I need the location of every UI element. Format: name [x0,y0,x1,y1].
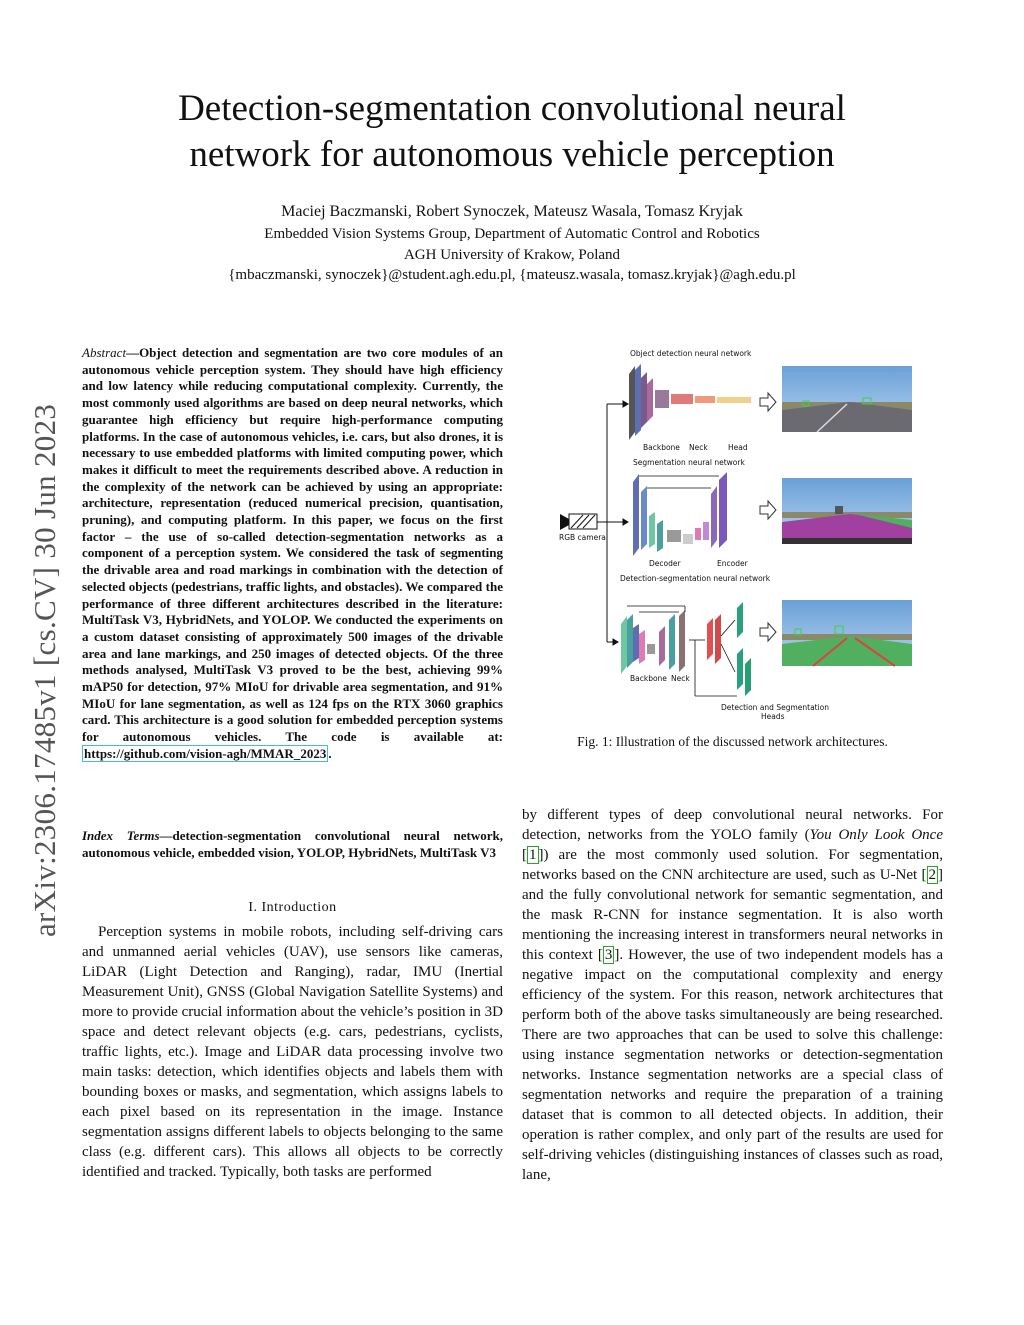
fig-label-neck-2: Neck [671,674,690,683]
fig-label-segmentation: Segmentation neural network [633,458,745,467]
segmentation-network-blocks [633,472,727,556]
citation-3[interactable]: 3 [604,947,613,963]
fig-label-heads-line1: Detection and Segmentation [721,703,830,712]
fig-label-backbone: Backbone [643,443,680,452]
index-terms-text: —detection-segmentation convolutional neural network, autonomous vehicle, embedded vision, YOLOP, HybridNets, MultiTask V3 [82,828,503,860]
fig-label-object-detection: Object detection neural network [630,349,752,358]
affiliation-1: Embedded Vision Systems Group, Department of Automatic Control and Robotics [264,226,760,242]
right-text-4: . However, the use of two independent models has a negative impact on the computational complexity and energy efficiency of the system. For this reason, network architectures that perform both of the above tasks simultaneously are being researched. There are two approaches that can be used to solve this challenge: using instance segmentation networks or detection-segmentation networks. Instance segmentation networks are a special class of segmentation networks and require the preparation of a training dataset that is common to all detected objects. In addition, their operation is rather complex, and only part of the results are used for self-driving vehicles (distinguishing instances of classes such as road, lane, [522,947,943,1183]
fig-label-encoder: Encoder [717,559,748,568]
segmentation-output-image [782,478,912,544]
index-terms-label: Index Terms [82,828,160,843]
index-terms [82,828,503,861]
abstract-text: —Object detection and segmentation are two core modules of an autonomous vehicle perception system. They should have high efficiency and low latency while reducing computational complexity. Currently, the most commonly used algorithms are based on deep neural networks, which guarantee high efficiency but require high-performance computing platforms. In the case of autonomous vehicles, i.e. cars, but also drones, it is necessary to use embedded platforms with limited computing power, which makes it difficult to meet the requirements described above. A reduction in the complexity of the network can be achieved by using an appropriate: architecture, representation (reduced numerical precision, quantisation, pruning), and computing platform. In this paper, we focus on the first factor – the use of so-called detection-segmentation networks as a component of a perception system. We considered the task of segmenting the drivable area and road markings in combination with the detection of selected objects (pedestrians, traffic lights, and obstacles). We compared the performance of three different architectures described in the literature: MultiTask V3, HybridNets, and YOLOP. We conducted the experiments on a custom dataset consisting of approximately 500 images of the drivable area and lane markings, and 250 images of detected objects. Of the three methods analysed, MultiTask V3 proved to be the best, achieving 99% mAP50 for detection, 97% MIoU for drivable area segmentation, and 91% MIoU for lane segmentation, as well as 124 fps on the RTX 3060 graphics card. This architecture is a good solution for embedded perception systems for autonomous vehicles. The code is available at: [82,345,503,745]
output-arrows [760,393,776,641]
citation-2[interactable]: 2 [928,867,936,883]
arxiv-identifier: arXiv:2306.17485v1 [cs.CV] 30 Jun 2023 [27,403,62,937]
title-line-1: Detection-segmentation convolutional neural [178,88,846,129]
abstract [82,345,503,763]
fig-label-head: Head [728,443,748,452]
rgb-camera-icon [560,514,597,530]
right-text-1: by different types of deep convolutional neural networks. For detection, networks from the YOLO family ( [522,807,943,843]
fig-label-rgb-camera: RGB camera [559,533,606,542]
abstract-label: Abstract [82,345,127,360]
fig-label-det-seg: Detection-segmentation neural network [620,574,771,583]
emails: {mbaczmanski, synoczek}@student.agh.edu.pl, {mateusz.wasala, tomasz.kryjak}@agh.edu.pl [228,267,796,283]
citation-1[interactable]: 1 [529,847,537,863]
right-text-3: and the fully convolutional network for semantic segmentation, and the mask R-CNN for instance segmentation. It is also worth mentioning the increasing interest in transformers neural networks in this context [522,887,943,963]
fig-label-backbone-2: Backbone [630,674,667,683]
figure-caption: Fig. 1: Illustration of the discussed network architectures. [577,734,888,749]
title-line-2: network for autonomous vehicle perception [189,134,835,175]
detection-network-blocks [629,364,751,440]
detection-output-image [782,366,912,432]
det-seg-output-image [782,600,912,666]
fig-label-decoder: Decoder [649,559,681,568]
fig-label-heads-line2: Heads [761,712,785,721]
camera-branch-arrows [597,401,628,645]
abstract-link-suffix: . [328,745,332,761]
intro-paragraph: Perception systems in mobile robots, including self-driving cars and unmanned aerial vehicles (UAV), use sensors like cameras, LiDAR (Light Detection and Ranging), radar, IMU (Inertial Measurement Unit), GNSS (Global Navigation Satellite Systems) and more to provide crucial information about the vehicle’s position in 3D space and detect relevant objects (e.g. cars, pedestrians, cyclists, traffic lights, etc.). Image and LiDAR data processing involve two main tasks: detection, which identifies objects and labels them with bounding boxes or masks, and segmentation, which assigns labels to each pixel based on its representation in the image. Instance segmentation assigns different labels to objects belonging to the same class (e.g. different cars). This allows all objects to be correctly identified and tracked. Typically, both tasks are performed [82,924,503,1180]
fig-label-neck: Neck [689,443,708,452]
authors: Maciej Baczmanski, Robert Synoczek, Mateusz Wasala, Tomasz Kryjak [281,203,743,220]
code-link[interactable]: https://github.com/vision-agh/MMAR_2023 [84,745,327,761]
affiliation-2: AGH University of Krakow, Poland [403,247,621,263]
paper-title [0,86,1024,178]
yolo-expansion: You Only Look Once [809,827,944,843]
network-architecture-figure [555,344,955,726]
section-heading: I. Introduction [248,900,337,915]
right-column-text: by different types of deep convolutional neural networks. For detection, networks from the YOLO family (You Only Look Once [ 1 ]) are the most commonly used solution. For segmentation, networks based on the CNN architecture are used, such as U-Net [ 2 ] and the fully convolutional network for semantic segmentation, and the mask R-CNN for instance segmentation. It is also worth mentioning the increasing interest in transformers neural networks in this context [ 3 ]. However, the use of two independent models has a negative impact on the computational complexity and energy efficiency of the system. For this reason, network architectures that perform both of the above tasks simultaneously are being researched. There are two approaches that can be used to solve this challenge: using instance segmentation networks or detection-segmentation networks. Instance segmentation networks are a special class of segmentation networks and require the preparation of a training dataset that is common to all detected objects. In addition, their operation is rather complex, and only part of the results are used for self-driving vehicles (distinguishing instances of classes such as road, lane, [522,807,944,1183]
right-text-2: ) are the most commonly used solution. For segmentation, networks based on the CNN architecture are used, such as U-Net [522,847,943,883]
